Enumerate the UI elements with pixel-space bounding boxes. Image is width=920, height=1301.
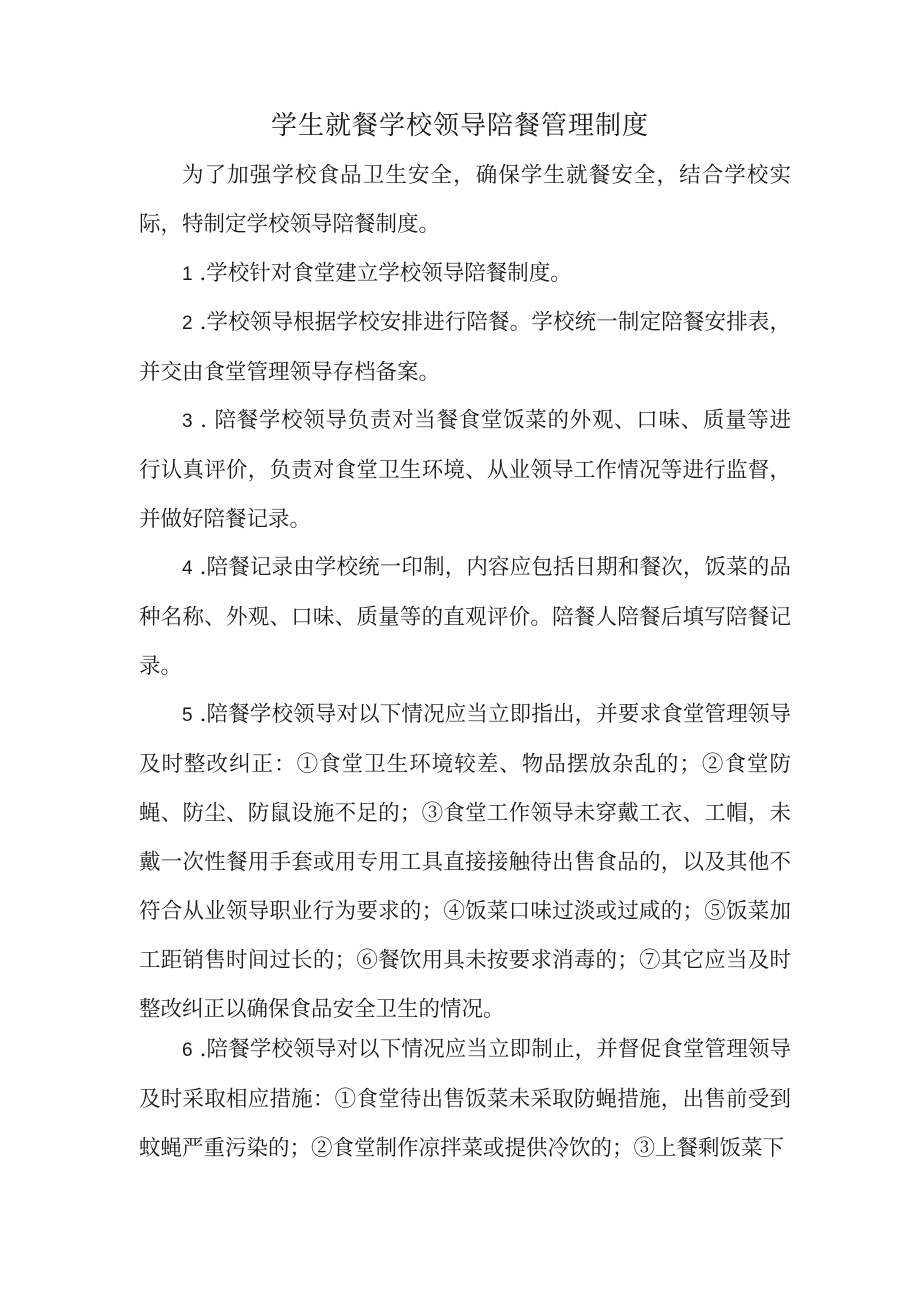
- clause-text: . 陪餐学校领导负责对当餐食堂饭菜的外观、口味、质量等进行认真评价，负责对食堂卫生环境、从业领导工作情况等进行监督，并做好陪餐记录。: [139, 408, 791, 532]
- intro-paragraph: 为了加强学校食品卫生安全，确保学生就餐安全，结合学校实际，特制定学校领导陪餐制度。: [139, 163, 791, 237]
- clause-text: .学校针对食堂建立学校领导陪餐制度。: [192, 261, 572, 286]
- clause-2: [139, 298, 791, 397]
- clause-1: [139, 249, 791, 299]
- clause-number: 2: [182, 313, 193, 334]
- clause-number: 5: [182, 705, 193, 726]
- clause-3: [139, 396, 791, 544]
- clause-text: .陪餐学校领导对以下情况应当立即制止，并督促食堂管理领导及时采取相应措施：①食堂待出售饭菜未采取防蝇措施，出售前受到蚊蝇严重污染的；②食堂制作凉拌菜或提供冷饮的；③上餐剩饭菜下: [139, 1037, 791, 1161]
- clause-4: [139, 543, 791, 691]
- document-title: 学生就餐学校领导陪餐管理制度: [270, 111, 649, 141]
- clause-6: [139, 1025, 791, 1173]
- clause-text: .学校领导根据学校安排进行陪餐。学校统一制定陪餐安排表，并交由食堂管理领导存档备案。: [139, 310, 791, 385]
- clause-5: [139, 690, 791, 1034]
- clause-text: .陪餐记录由学校统一印制，内容应包括日期和餐次，饭菜的品种名称、外观、口味、质量等的直观评价。陪餐人陪餐后填写陪餐记录。: [139, 555, 791, 679]
- clause-number: 6: [182, 1040, 193, 1061]
- clause-number: 4: [182, 558, 193, 579]
- clause-number: 1: [182, 264, 193, 285]
- clause-text: .陪餐学校领导对以下情况应当立即指出，并要求食堂管理领导及时整改纠正：①食堂卫生环境较差、物品摆放杂乱的；②食堂防蝇、防尘、防鼠设施不足的；③食堂工作领导未穿戴工衣、工帽，未戴一次性餐用手套或用专用工具直接接触待出售食品的，以及其他不符合从业领导职业行为要求的；④饭菜口味过淡或过咸的；⑤饭菜加工距销售时间过长的；⑥餐饮用具未按要求消毒的；⑦其它应当及时整改纠正以确保食品安全卫生的情况。: [139, 702, 791, 1022]
- clause-number: 3: [182, 411, 193, 432]
